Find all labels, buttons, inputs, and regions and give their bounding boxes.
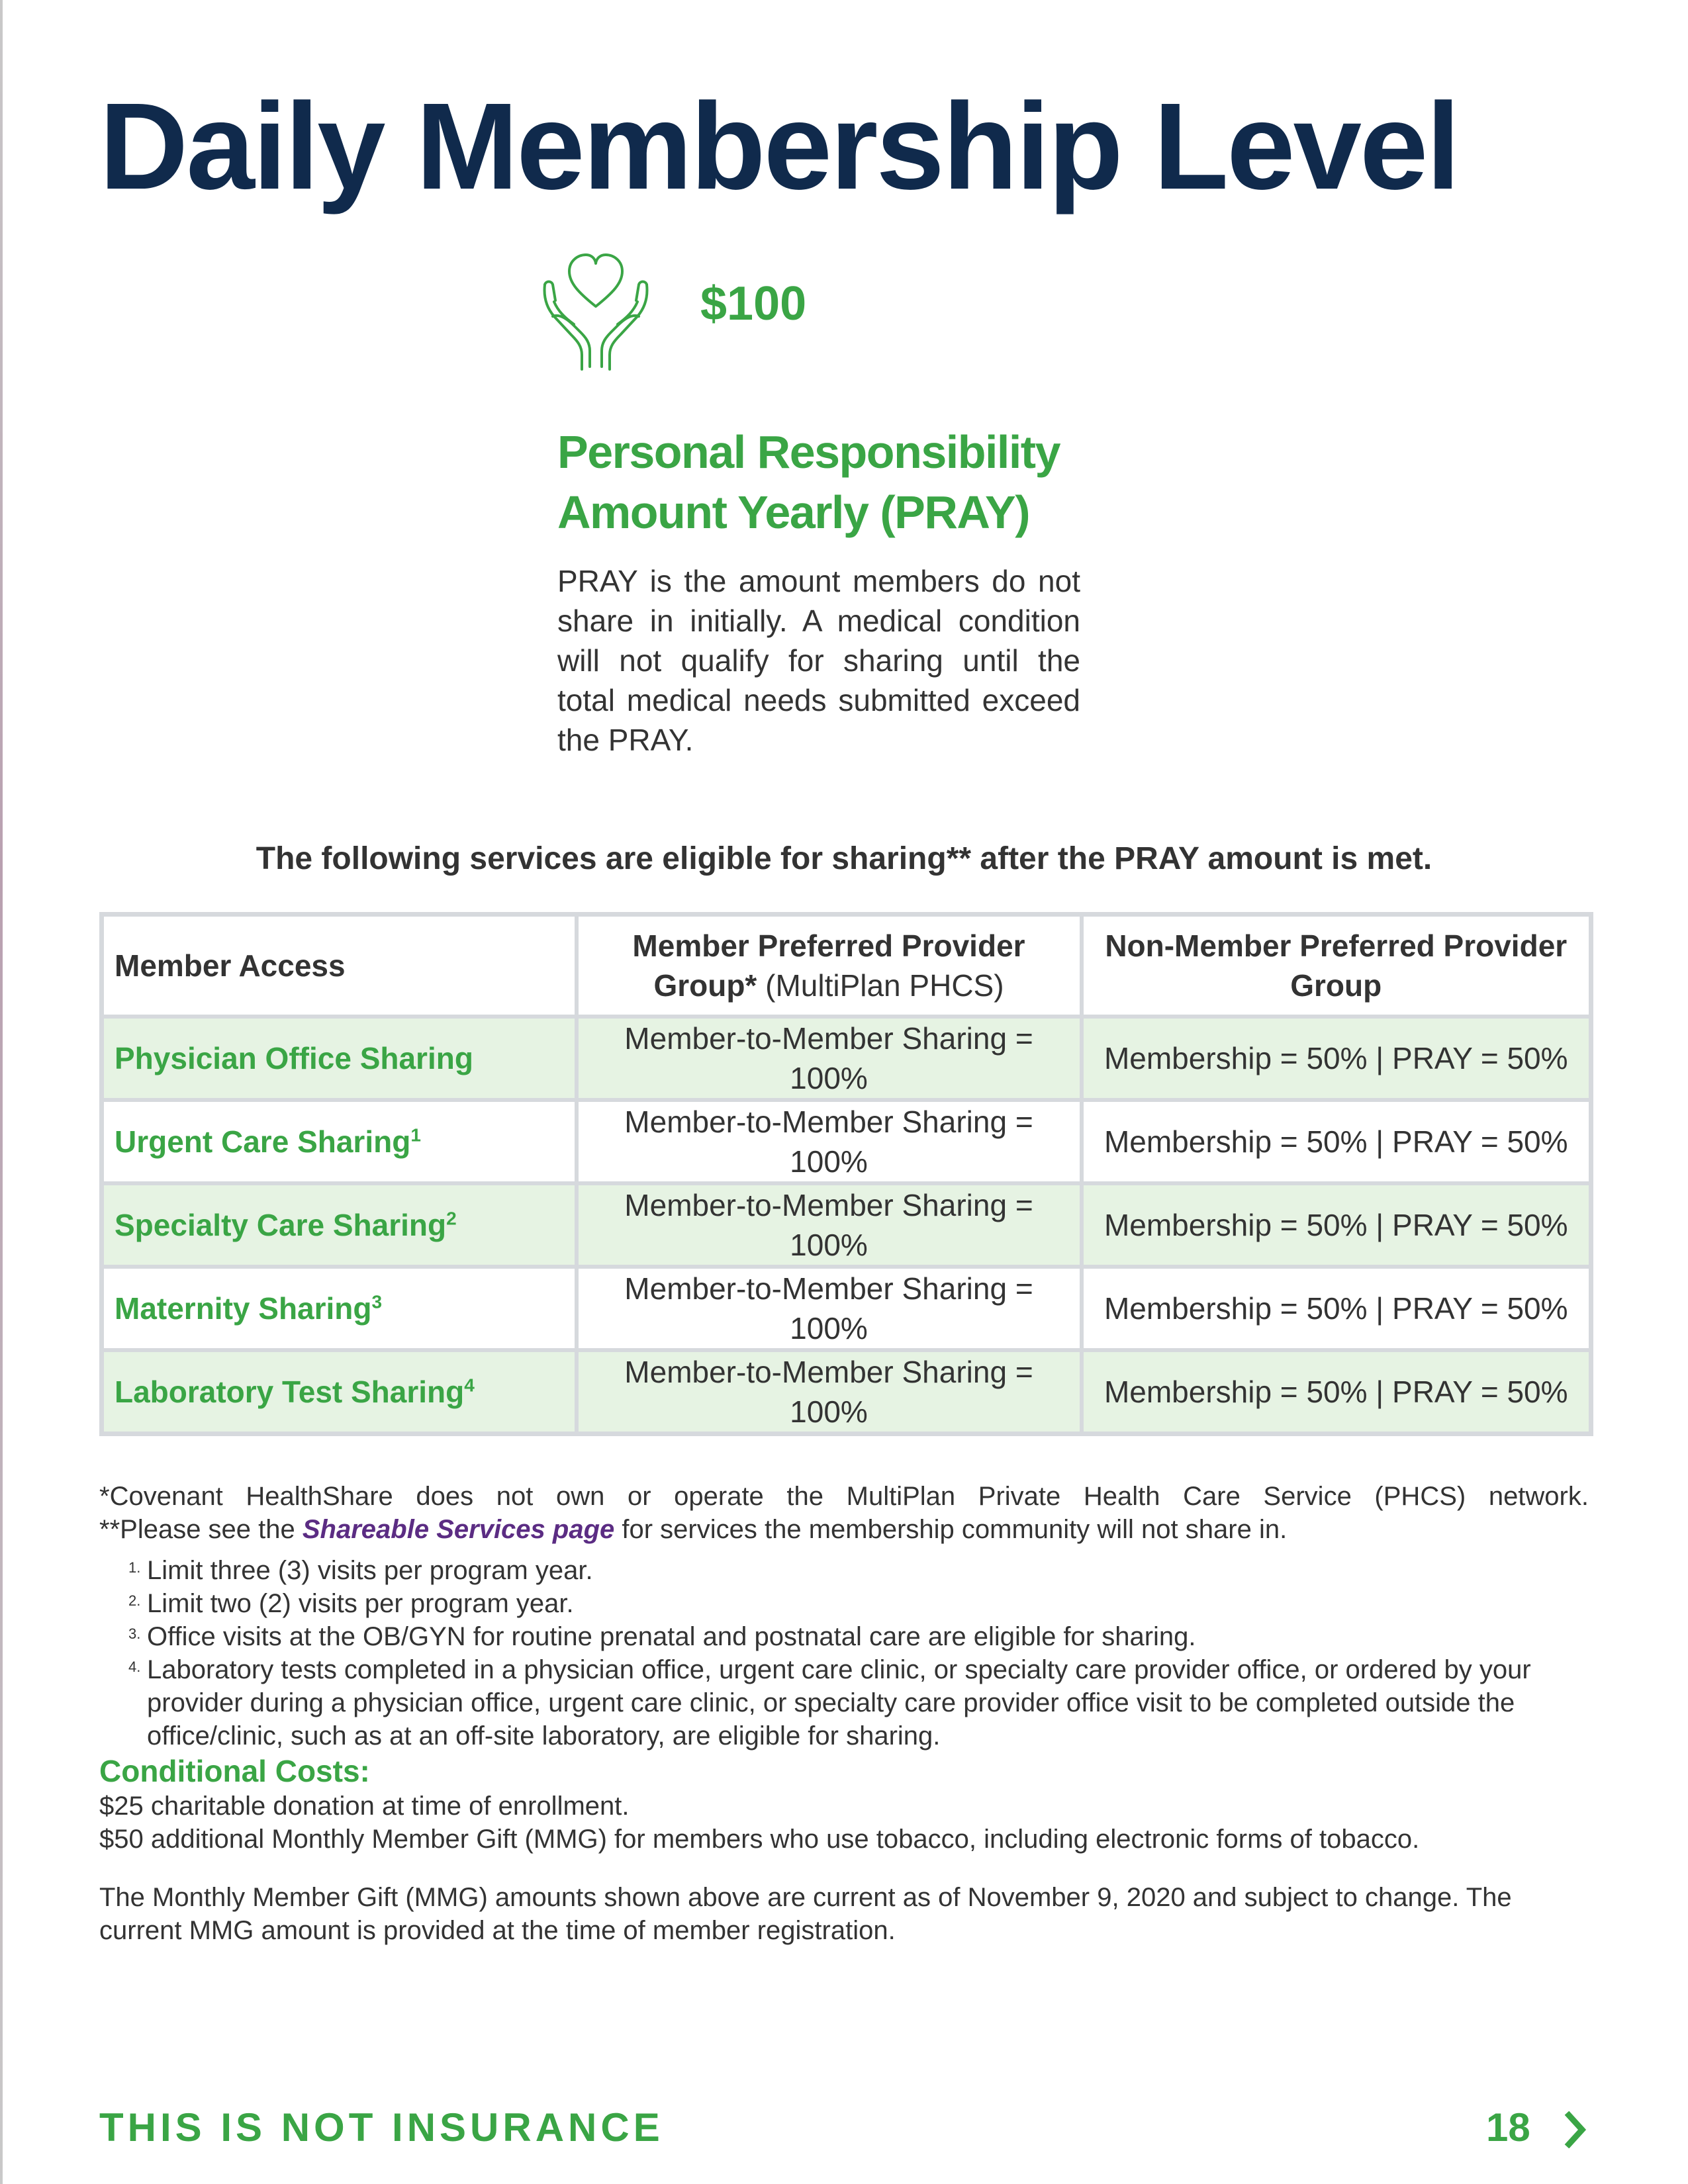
heart-in-hands-icon	[539, 244, 652, 371]
non-preferred-value: Membership = 50% | PRAY = 50%	[1082, 1100, 1591, 1183]
footnote-marker: 2	[446, 1208, 457, 1229]
shareable-services-note	[99, 1513, 1589, 1546]
footnote-item	[99, 1620, 1589, 1653]
sharing-table-container	[99, 912, 1589, 1436]
footnote-marker: 3	[371, 1291, 383, 1312]
preferred-value: Member-to-Member Sharing = 100%	[577, 1350, 1082, 1434]
footnote-text: Office visits at the OB/GYN for routine prenatal and postnatal care are eligible for sharing.	[147, 1622, 1196, 1651]
pray-heading	[557, 422, 1153, 543]
service-label: Urgent Care Sharing	[115, 1124, 411, 1159]
footer-disclaimer: THIS IS NOT INSURANCE	[99, 2105, 664, 2150]
conditional-costs-heading: Conditional Costs:	[99, 1754, 370, 1788]
table-row	[102, 1100, 1591, 1183]
service-name	[102, 1350, 577, 1434]
table-row	[102, 1183, 1591, 1267]
service-name	[102, 1267, 577, 1350]
non-preferred-value: Membership = 50% | PRAY = 50%	[1082, 1017, 1591, 1100]
table-row	[102, 1267, 1591, 1350]
note-prefix: **Please see the	[99, 1515, 303, 1544]
footnote-number: 1.	[128, 1559, 141, 1576]
header-preferred-provider	[577, 915, 1082, 1017]
service-name	[102, 1183, 577, 1267]
conditional-cost-line: $50 additional Monthly Member Gift (MMG) for members who use tobacco, including electronic forms of tobacco.	[99, 1825, 1420, 1854]
header-member-access: Member Access	[102, 915, 577, 1017]
service-label: Specialty Care Sharing	[115, 1208, 447, 1242]
footnote-text: Limit two (2) visits per program year.	[147, 1589, 574, 1618]
page-title: Daily Membership Level	[99, 78, 1459, 215]
footnote-text: Limit three (3) visits per program year.	[147, 1556, 593, 1585]
header-preferred-provider-network: (MultiPlan PHCS)	[757, 968, 1004, 1003]
non-preferred-value: Membership = 50% | PRAY = 50%	[1082, 1267, 1591, 1350]
service-label: Physician Office Sharing	[115, 1041, 473, 1075]
service-label: Maternity Sharing	[115, 1291, 372, 1326]
pray-heading-line-2: Amount Yearly (PRAY)	[557, 486, 1029, 538]
preferred-value: Member-to-Member Sharing = 100%	[577, 1100, 1082, 1183]
footnote-marker: 4	[464, 1375, 475, 1396]
spacer	[99, 1856, 1589, 1881]
sharing-table	[99, 912, 1593, 1436]
header-non-preferred-provider: Non-Member Preferred Provider Group	[1082, 915, 1591, 1017]
non-preferred-value: Membership = 50% | PRAY = 50%	[1082, 1350, 1591, 1434]
table-header-row	[102, 915, 1591, 1017]
table-row	[102, 1017, 1591, 1100]
preferred-value: Member-to-Member Sharing = 100%	[577, 1183, 1082, 1267]
footnote-number: 3.	[128, 1625, 141, 1642]
preferred-value: Member-to-Member Sharing = 100%	[577, 1267, 1082, 1350]
notes-section	[99, 1480, 1589, 1947]
service-label: Laboratory Test Sharing	[115, 1375, 465, 1409]
footnote-text: Laboratory tests completed in a physician office, urgent care clinic, or specialty care provider office, or ordered by your provider during a physician office, urgent care clinic, or specialty care provider office visit to be completed outside the office/clinic, such as at an off-site laboratory, are eligible for sharing.	[147, 1655, 1531, 1751]
network-note: *Covenant HealthShare does not own or operate the MultiPlan Private Health Care Service (PHCS) network.	[99, 1482, 1589, 1511]
conditional-cost-line: $25 charitable donation at time of enrollment.	[99, 1792, 630, 1821]
non-preferred-value: Membership = 50% | PRAY = 50%	[1082, 1183, 1591, 1267]
note-suffix: for services the membership community will not share in.	[614, 1515, 1288, 1544]
pray-description: PRAY is the amount members do not share in initially. A medical condition will not qualify for sharing until the total medical needs submitted exceed the PRAY.	[557, 564, 1080, 757]
header-preferred-provider-bold: Member Preferred Provider Group*	[632, 929, 1025, 1003]
footnote-number: 4.	[128, 1659, 141, 1675]
service-name	[102, 1017, 577, 1100]
table-row	[102, 1350, 1591, 1434]
sharing-intro: The following services are eligible for sharing** after the PRAY amount is met.	[256, 841, 1432, 876]
chevron-right-icon[interactable]	[1564, 2111, 1587, 2148]
footnote-marker: 1	[410, 1124, 421, 1146]
page-number: 18	[1486, 2105, 1530, 2150]
service-name	[102, 1100, 577, 1183]
footnote-item	[99, 1554, 1589, 1587]
preferred-value: Member-to-Member Sharing = 100%	[577, 1017, 1082, 1100]
footnote-item	[99, 1653, 1589, 1752]
shareable-services-link[interactable]: Shareable Services page	[302, 1515, 615, 1544]
pray-heading-line-1: Personal Responsibility	[557, 426, 1060, 478]
price-amount: $100	[700, 277, 807, 330]
footnote-item	[99, 1587, 1589, 1620]
footnote-list	[99, 1554, 1589, 1752]
page-edge	[0, 0, 3, 2184]
mmg-note: The Monthly Member Gift (MMG) amounts shown above are current as of November 9, 2020 and subject to change. The current MMG amount is provided at the time of member registration.	[99, 1883, 1512, 1945]
footnote-number: 2.	[128, 1592, 141, 1609]
